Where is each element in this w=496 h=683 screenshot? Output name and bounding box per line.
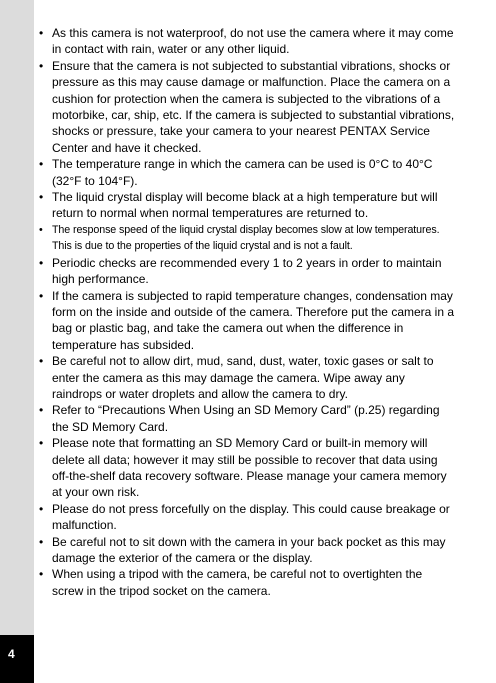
list-item-text: If the camera is subjected to rapid temperature changes, condensation may form on the inside and outside of the camera. Therefore put the camera in a bag or plastic bag, and take the camera out when the difference in temperature has subsided. — [52, 288, 455, 352]
bullet-icon: • — [39, 534, 44, 549]
bullet-icon: • — [39, 501, 44, 516]
bullet-icon: • — [39, 403, 44, 418]
bullet-icon: • — [39, 255, 44, 270]
precautions-list — [39, 25, 456, 599]
list-item-text: When using a tripod with the camera, be careful not to overtighten the screw in the tripod socket on the camera. — [52, 567, 423, 598]
list-item-text: Be careful not to sit down with the camera in your back pocket as this may damage the exterior of the camera or the display. — [52, 534, 446, 565]
list-item-text: Please do not press forcefully on the display. This could cause breakage or malfunction. — [52, 501, 450, 533]
list-item — [39, 566, 456, 599]
list-item-text: As this camera is not waterproof, do not use the camera where it may come in contact with rain, water or any other liquid. — [52, 26, 454, 57]
bullet-icon: • — [39, 190, 44, 205]
bullet-icon: • — [39, 223, 43, 236]
list-item — [39, 58, 456, 156]
list-item-text: Be careful not to allow dirt, mud, sand, dust, water, toxic gases or salt to enter the camera as this may damage the camera. Wipe away any raindrops or water droplets and allow the camera to dry. — [52, 354, 434, 401]
list-item — [39, 501, 456, 534]
list-item — [39, 189, 456, 222]
bullet-icon: • — [39, 288, 44, 303]
bullet-icon: • — [39, 157, 44, 172]
list-item-text: Refer to “Precautions When Using an SD Memory Card” (p.25) regarding the SD Memory Card. — [52, 403, 440, 434]
bullet-icon: • — [39, 567, 44, 582]
list-item — [39, 534, 456, 567]
list-item-text: The response speed of the liquid crystal display becomes slow at low temperatures. This is due to the properties of the liquid crystal and is not a fault. — [52, 223, 440, 253]
list-item — [39, 435, 456, 501]
page-number: 4 — [8, 647, 15, 661]
list-item — [39, 402, 456, 435]
list-item — [39, 222, 456, 255]
list-item-text: The liquid crystal display will become black at a high temperature but will return to normal when normal temperatures are returned to. — [52, 190, 438, 221]
bullet-icon: • — [39, 58, 44, 73]
list-item — [39, 25, 456, 58]
list-item-text: Please note that formatting an SD Memory Card or built-in memory will delete all data; however it may still be possible to recover that data using off-the-shelf data recovery software. Please manage your camera memory at your own risk. — [52, 436, 447, 500]
list-item — [39, 288, 456, 354]
list-item — [39, 353, 456, 402]
bullet-icon: • — [39, 26, 44, 40]
side-strip — [0, 0, 34, 683]
list-item-text: Ensure that the camera is not subjected to substantial vibrations, shocks or pressure as this may cause damage or malfunction. Place the camera on a cushion for protection when the camera is subjected to the vibrations of a motorbike, car, ship, etc. If the camera is subjected to substantial vibrations, shocks or pressure, take your camera to your nearest PENTAX Service Center and have it checked. — [52, 58, 455, 155]
bullet-icon: • — [39, 436, 44, 451]
list-item — [39, 156, 456, 189]
list-item — [39, 255, 456, 288]
page-number-tab — [0, 635, 34, 683]
precautions-content — [39, 25, 456, 599]
list-item-text: The temperature range in which the camera can be used is 0°C to 40°C (32°F to 104°F). — [52, 157, 433, 188]
bullet-icon: • — [39, 354, 44, 369]
list-item-text: Periodic checks are recommended every 1 to 2 years in order to maintain high performance. — [52, 255, 442, 287]
